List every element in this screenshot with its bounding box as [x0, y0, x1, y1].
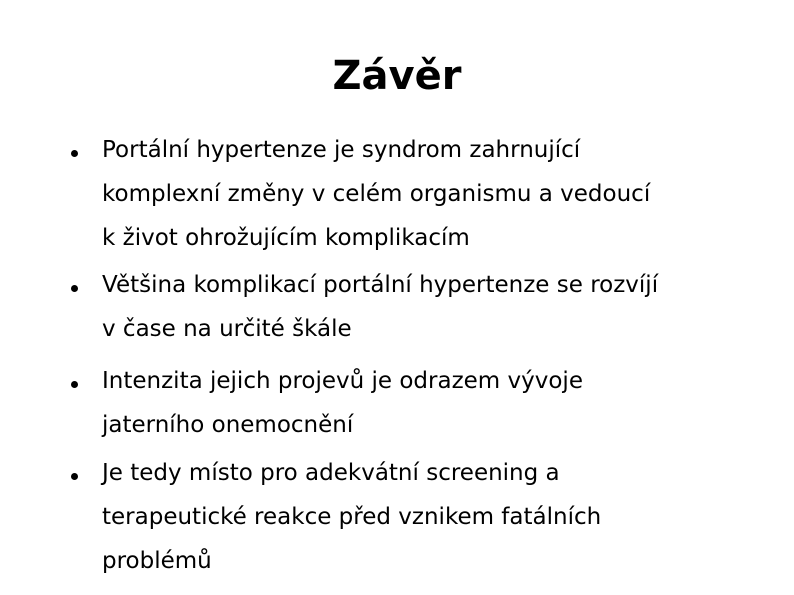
bullet-dot-icon: [71, 381, 78, 388]
bullet-line: Většina komplikací portální hypertenze se rozvíjí: [102, 272, 659, 298]
bullet-line: Je tedy místo pro adekvátní screening a: [102, 460, 560, 486]
bullet-line: k život ohrožujícím komplikacím: [102, 225, 470, 251]
bullet-line: Portální hypertenze je syndrom zahrnující: [102, 137, 581, 163]
bullet-line: komplexní změny v celém organismu a vedoucí: [102, 181, 651, 207]
slide-title: Závěr: [332, 53, 462, 99]
bullet-text: [102, 263, 722, 351]
bullet-line: v čase na určité škále: [102, 316, 352, 342]
bullet-dot-icon: [71, 285, 78, 292]
bullet-line: problémů: [102, 548, 212, 574]
bullet-line: jaterního onemocnění: [102, 412, 354, 438]
bullet-text: [102, 359, 722, 447]
bullet-dot-icon: [71, 150, 78, 157]
bullet-line: Intenzita jejich projevů je odrazem vývoje: [102, 368, 583, 394]
bullet-text: [102, 128, 722, 260]
bullet-line: terapeutické reakce před vznikem fatálních: [102, 504, 602, 530]
bullet-text: [102, 451, 722, 583]
bullet-dot-icon: [71, 473, 78, 480]
